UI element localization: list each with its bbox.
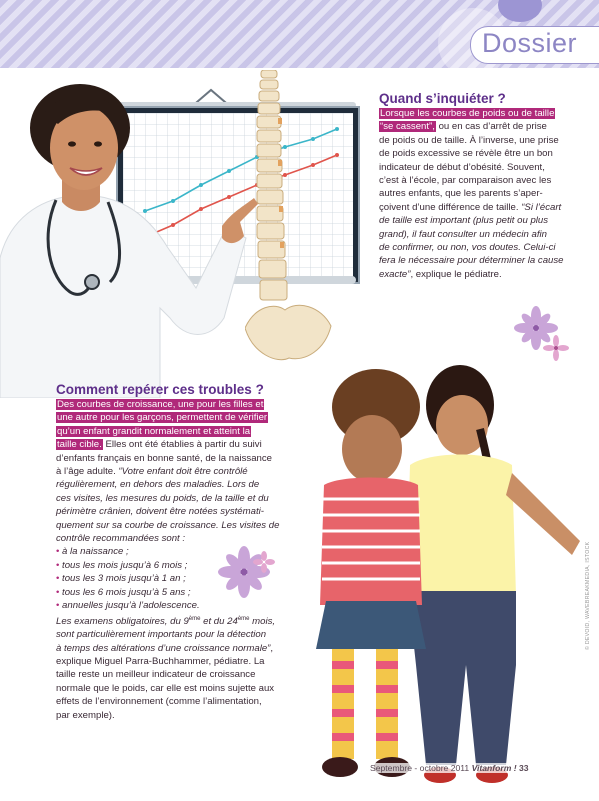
decorative-bubble — [498, 0, 542, 22]
text-span: normale que le poids, car elle est moins sujette aux — [56, 682, 275, 694]
text-line — [379, 214, 589, 227]
text-span: , — [270, 642, 274, 654]
text-span: autres enfants, que les parents s’aper- — [379, 188, 543, 200]
text-span: régulièrement, en dehors des maladies. Lors de — [56, 479, 260, 491]
highlighted-text: “se cassent”, — [380, 121, 435, 133]
text-line — [379, 201, 589, 214]
section-heading-when-to-worry: Quand s’inquiéter ? — [379, 91, 506, 106]
text-span: de taille est important (plus petit ou plus — [379, 215, 549, 227]
text-span: contrôle recommandées sont : — [56, 533, 186, 545]
text-line — [379, 268, 589, 281]
text-span: c’est à l’école, par comparaison avec les — [379, 175, 552, 187]
text-span: et du 24 — [200, 615, 238, 627]
section-label: Dossier — [481, 28, 577, 58]
text-span: explique Miguel Parra-Buchhammer, pédiatre. La — [56, 655, 265, 667]
text-line — [56, 425, 282, 438]
text-line — [56, 452, 282, 465]
text-line — [56, 398, 282, 411]
text-span: ème — [237, 615, 250, 622]
text-span: ème — [188, 615, 201, 622]
text-span: périmètre crânien, doivent être notées systémati- — [56, 506, 264, 518]
text-line — [56, 709, 282, 722]
text-span: à la naissance ; — [62, 546, 129, 558]
text-line — [379, 174, 589, 187]
section-heading-how-to-spot: Comment repérer ces troubles ? — [56, 382, 264, 397]
text-span: à temps des altérations d’une croissance normale” — [56, 642, 271, 654]
bullet: • — [56, 573, 63, 585]
text-span: ces visites, les mesures du poids, de la taille et du — [56, 492, 269, 504]
footer-date: Septembre - octobre 2011 — [370, 763, 472, 773]
text-line — [56, 668, 282, 681]
text-span: indicateur de début d’obésité. Souvent, — [379, 161, 545, 173]
bullet: • — [56, 600, 63, 612]
text-line — [56, 492, 282, 505]
text-line — [56, 505, 282, 518]
bullet: • — [56, 586, 63, 598]
highlighted-text: taille cible. — [57, 439, 102, 451]
text-span: de poids excessive se révèle être un bon — [379, 148, 553, 160]
text-span: grand), il faut consulter un médecin afin — [379, 228, 547, 240]
text-span: quement sur sa courbe de croissance. Les visites de — [56, 519, 280, 531]
text-line — [379, 161, 589, 174]
bullet: • — [56, 559, 63, 571]
text-line — [379, 187, 589, 200]
text-line — [56, 655, 282, 668]
text-line — [379, 120, 589, 133]
text-span: de poids ou de taille. À l’inverse, une prise — [379, 134, 559, 146]
page-number: 33 — [516, 763, 529, 773]
text-line — [379, 228, 589, 241]
text-span: tous les 3 mois jusqu’à 1 an ; — [62, 573, 186, 585]
highlighted-text: Lorsque les courbes de poids ou de taille — [380, 108, 555, 119]
text-span: fera le nécessaire pour déterminer la cause — [379, 255, 564, 267]
text-line — [56, 478, 282, 491]
photo-credit: © DEVOID, WAVEBREAKMEDIA, ISTOCK — [585, 541, 591, 650]
doctor-figure — [0, 78, 270, 403]
text-span: ou en cas d’arrêt de prise — [435, 121, 547, 133]
text-line — [56, 682, 282, 695]
highlighted-text: qu’un enfant grandit normalement et atteint la — [57, 425, 251, 437]
highlighted-text: Des courbes de croissance, une pour les filles et — [57, 399, 264, 410]
text-line — [56, 695, 282, 708]
text-line — [56, 519, 282, 532]
text-span: Elles ont été établies à partir du suivi — [102, 439, 262, 451]
text-line — [56, 411, 282, 424]
magazine-name: Vitanform ! — [471, 763, 517, 773]
highlighted-text: une autre pour les garçons, permettent de vérifier — [57, 412, 268, 424]
text-span: çoivent d’une différence de taille. — [379, 201, 522, 213]
text-line — [379, 107, 589, 120]
text-span: de confirmer, ou non, vos doutes. Celui-ci — [379, 242, 556, 254]
text-span: exacte” — [379, 268, 411, 280]
text-line — [56, 438, 282, 451]
text-line — [56, 642, 282, 655]
text-span: taille reste un meilleur indicateur de croissance — [56, 669, 256, 681]
text-span: d’enfants français en bonne santé, de la naissance — [56, 452, 273, 464]
bullet: • — [56, 546, 63, 558]
text-span: annuelles jusqu’à l’adolescence. — [62, 600, 200, 612]
text-span: “Votre enfant doit être contrôlé — [118, 466, 248, 478]
children-photo — [280, 365, 599, 796]
text-span: à l’âge adulte. — [56, 466, 119, 478]
text-span: , explique le pédiatre. — [410, 268, 502, 280]
text-span: Les examens obligatoires, du 9 — [56, 615, 189, 627]
text-line — [379, 134, 589, 147]
text-span: tous les 6 mois jusqu’à 5 ans ; — [62, 586, 191, 598]
text-span: “Si l’écart — [521, 201, 562, 213]
text-span: mois, — [249, 615, 276, 627]
text-line — [379, 147, 589, 160]
section-text-when-to-worry — [379, 107, 589, 281]
text-span: tous les mois jusqu’à 6 mois ; — [62, 559, 188, 571]
text-span: effets de l’environnement (comme l’alimentation, — [56, 696, 262, 708]
text-line — [56, 532, 282, 545]
text-span: par exemple). — [56, 709, 115, 721]
text-line — [379, 241, 589, 254]
text-span: sont particulièrement importants pour la détection — [56, 629, 267, 641]
text-line — [56, 465, 282, 478]
text-line — [379, 254, 589, 267]
page-footer — [368, 763, 531, 773]
